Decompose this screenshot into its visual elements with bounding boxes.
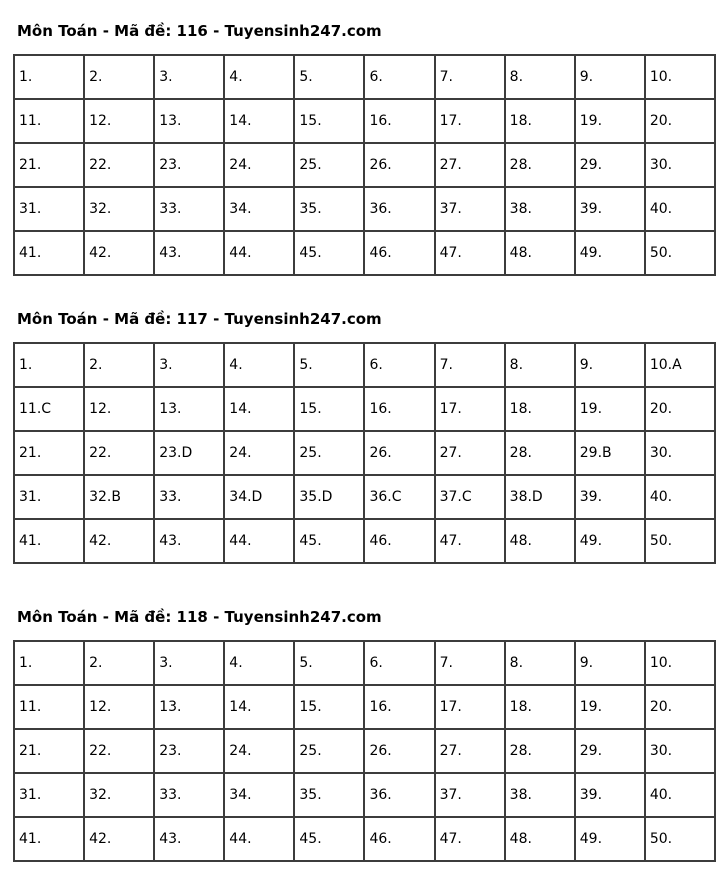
answer-cell: 13. — [154, 387, 224, 431]
answer-cell: 12. — [84, 387, 154, 431]
answer-cell: 26. — [364, 431, 434, 475]
answer-cell: 24. — [224, 729, 294, 773]
answer-row — [14, 431, 715, 475]
answer-cell: 5. — [294, 55, 364, 99]
answer-cell: 38. — [505, 187, 575, 231]
answer-cell: 31. — [14, 475, 84, 519]
answer-cell: 6. — [364, 343, 434, 387]
answer-cell: 1. — [14, 343, 84, 387]
answer-cell: 32.B — [84, 475, 154, 519]
answer-row — [14, 99, 715, 143]
answer-cell: 15. — [294, 685, 364, 729]
answer-cell: 34. — [224, 187, 294, 231]
answer-cell: 49. — [575, 231, 645, 275]
answer-cell: 46. — [364, 817, 434, 861]
answer-cell: 42. — [84, 231, 154, 275]
answer-cell: 3. — [154, 55, 224, 99]
answer-cell: 35. — [294, 773, 364, 817]
answer-cell: 20. — [645, 685, 715, 729]
answer-cell: 16. — [364, 99, 434, 143]
answer-cell: 8. — [505, 641, 575, 685]
answer-cell: 27. — [435, 729, 505, 773]
answer-cell: 17. — [435, 685, 505, 729]
answer-cell: 22. — [84, 431, 154, 475]
answer-cell: 42. — [84, 817, 154, 861]
answer-cell: 37. — [435, 187, 505, 231]
answer-cell: 19. — [575, 387, 645, 431]
answer-cell: 8. — [505, 343, 575, 387]
answer-cell: 22. — [84, 143, 154, 187]
answer-cell: 7. — [435, 343, 505, 387]
answer-row — [14, 519, 715, 563]
answer-cell: 19. — [575, 99, 645, 143]
answer-cell: 48. — [505, 817, 575, 861]
answer-cell: 23.D — [154, 431, 224, 475]
answer-cell: 49. — [575, 519, 645, 563]
answer-cell: 41. — [14, 519, 84, 563]
answer-cell: 1. — [14, 55, 84, 99]
answer-cell: 36.C — [364, 475, 434, 519]
answer-cell: 37.C — [435, 475, 505, 519]
answer-cell: 47. — [435, 519, 505, 563]
answer-cell: 44. — [224, 817, 294, 861]
answer-table-117 — [13, 342, 716, 564]
answer-cell: 3. — [154, 641, 224, 685]
answer-cell: 33. — [154, 773, 224, 817]
answer-cell: 10.A — [645, 343, 715, 387]
answer-row — [14, 187, 715, 231]
answer-row — [14, 55, 715, 99]
answer-cell: 17. — [435, 387, 505, 431]
answer-cell: 28. — [505, 143, 575, 187]
answer-cell: 24. — [224, 143, 294, 187]
answer-cell: 36. — [364, 187, 434, 231]
answer-cell: 45. — [294, 817, 364, 861]
answer-cell: 42. — [84, 519, 154, 563]
answer-cell: 33. — [154, 475, 224, 519]
answer-cell: 41. — [14, 817, 84, 861]
answer-cell: 5. — [294, 343, 364, 387]
answer-cell: 4. — [224, 55, 294, 99]
answer-cell: 30. — [645, 729, 715, 773]
answer-cell: 21. — [14, 729, 84, 773]
answer-cell: 47. — [435, 817, 505, 861]
answer-cell: 35. — [294, 187, 364, 231]
answer-cell: 32. — [84, 187, 154, 231]
answer-cell: 38.D — [505, 475, 575, 519]
answer-cell: 4. — [224, 641, 294, 685]
answer-cell: 14. — [224, 387, 294, 431]
answer-cell: 34. — [224, 773, 294, 817]
answer-cell: 6. — [364, 55, 434, 99]
answer-row — [14, 817, 715, 861]
answer-cell: 37. — [435, 773, 505, 817]
answer-cell: 18. — [505, 387, 575, 431]
answer-cell: 1. — [14, 641, 84, 685]
answer-cell: 25. — [294, 143, 364, 187]
answer-cell: 16. — [364, 685, 434, 729]
answer-cell: 50. — [645, 519, 715, 563]
answer-cell: 18. — [505, 99, 575, 143]
answer-row — [14, 387, 715, 431]
answer-cell: 26. — [364, 143, 434, 187]
answer-cell: 27. — [435, 431, 505, 475]
answer-cell: 46. — [364, 231, 434, 275]
sheet-title-118: Môn Toán - Mã đề: 118 - Tuyensinh247.com — [17, 608, 382, 626]
answer-cell: 40. — [645, 475, 715, 519]
answer-cell: 44. — [224, 231, 294, 275]
answer-cell: 21. — [14, 431, 84, 475]
answer-cell: 11.C — [14, 387, 84, 431]
answer-cell: 13. — [154, 685, 224, 729]
answer-table-116 — [13, 54, 716, 276]
answer-row — [14, 773, 715, 817]
sheet-title-116: Môn Toán - Mã đề: 116 - Tuyensinh247.com — [17, 22, 382, 40]
answer-cell: 18. — [505, 685, 575, 729]
answer-cell: 40. — [645, 773, 715, 817]
answer-cell: 23. — [154, 143, 224, 187]
answer-cell: 6. — [364, 641, 434, 685]
answer-cell: 20. — [645, 99, 715, 143]
answer-cell: 19. — [575, 685, 645, 729]
answer-row — [14, 231, 715, 275]
answer-cell: 34.D — [224, 475, 294, 519]
answer-cell: 11. — [14, 685, 84, 729]
answer-cell: 9. — [575, 343, 645, 387]
answer-cell: 43. — [154, 231, 224, 275]
answer-cell: 43. — [154, 519, 224, 563]
answer-cell: 48. — [505, 519, 575, 563]
answer-cell: 15. — [294, 387, 364, 431]
answer-cell: 25. — [294, 729, 364, 773]
answer-cell: 22. — [84, 729, 154, 773]
answer-table-118 — [13, 640, 716, 862]
answer-cell: 24. — [224, 431, 294, 475]
answer-cell: 49. — [575, 817, 645, 861]
answer-cell: 39. — [575, 187, 645, 231]
answer-cell: 47. — [435, 231, 505, 275]
answer-row — [14, 685, 715, 729]
answer-cell: 7. — [435, 55, 505, 99]
answer-cell: 5. — [294, 641, 364, 685]
answer-cell: 40. — [645, 187, 715, 231]
answer-cell: 28. — [505, 431, 575, 475]
answer-cell: 31. — [14, 187, 84, 231]
answer-cell: 23. — [154, 729, 224, 773]
answer-cell: 16. — [364, 387, 434, 431]
answer-cell: 45. — [294, 231, 364, 275]
answer-cell: 45. — [294, 519, 364, 563]
answer-cell: 13. — [154, 99, 224, 143]
answer-cell: 29.B — [575, 431, 645, 475]
answer-cell: 15. — [294, 99, 364, 143]
answer-cell: 44. — [224, 519, 294, 563]
answer-cell: 12. — [84, 99, 154, 143]
answer-cell: 28. — [505, 729, 575, 773]
sheet-title-117: Môn Toán - Mã đề: 117 - Tuyensinh247.com — [17, 310, 382, 328]
answer-cell: 2. — [84, 343, 154, 387]
answer-row — [14, 475, 715, 519]
answer-cell: 14. — [224, 685, 294, 729]
answer-row — [14, 143, 715, 187]
answer-cell: 29. — [575, 729, 645, 773]
answer-cell: 39. — [575, 773, 645, 817]
answer-cell: 43. — [154, 817, 224, 861]
answer-row — [14, 729, 715, 773]
answer-cell: 30. — [645, 431, 715, 475]
answer-cell: 36. — [364, 773, 434, 817]
answer-cell: 17. — [435, 99, 505, 143]
answer-cell: 20. — [645, 387, 715, 431]
answer-cell: 32. — [84, 773, 154, 817]
answer-cell: 10. — [645, 55, 715, 99]
answer-row — [14, 343, 715, 387]
answer-cell: 27. — [435, 143, 505, 187]
answer-cell: 8. — [505, 55, 575, 99]
answer-cell: 21. — [14, 143, 84, 187]
answer-cell: 30. — [645, 143, 715, 187]
answer-cell: 12. — [84, 685, 154, 729]
answer-cell: 39. — [575, 475, 645, 519]
answer-cell: 46. — [364, 519, 434, 563]
answer-cell: 11. — [14, 99, 84, 143]
answer-cell: 41. — [14, 231, 84, 275]
answer-cell: 50. — [645, 231, 715, 275]
answer-cell: 2. — [84, 641, 154, 685]
answer-cell: 25. — [294, 431, 364, 475]
answer-cell: 33. — [154, 187, 224, 231]
answer-cell: 31. — [14, 773, 84, 817]
answer-cell: 2. — [84, 55, 154, 99]
answer-cell: 29. — [575, 143, 645, 187]
answer-cell: 10. — [645, 641, 715, 685]
answer-cell: 48. — [505, 231, 575, 275]
answer-cell: 4. — [224, 343, 294, 387]
answer-cell: 50. — [645, 817, 715, 861]
answer-cell: 3. — [154, 343, 224, 387]
answer-cell: 26. — [364, 729, 434, 773]
answer-cell: 38. — [505, 773, 575, 817]
answer-cell: 9. — [575, 55, 645, 99]
answer-row — [14, 641, 715, 685]
answer-cell: 9. — [575, 641, 645, 685]
answer-cell: 14. — [224, 99, 294, 143]
answer-cell: 35.D — [294, 475, 364, 519]
answer-cell: 7. — [435, 641, 505, 685]
